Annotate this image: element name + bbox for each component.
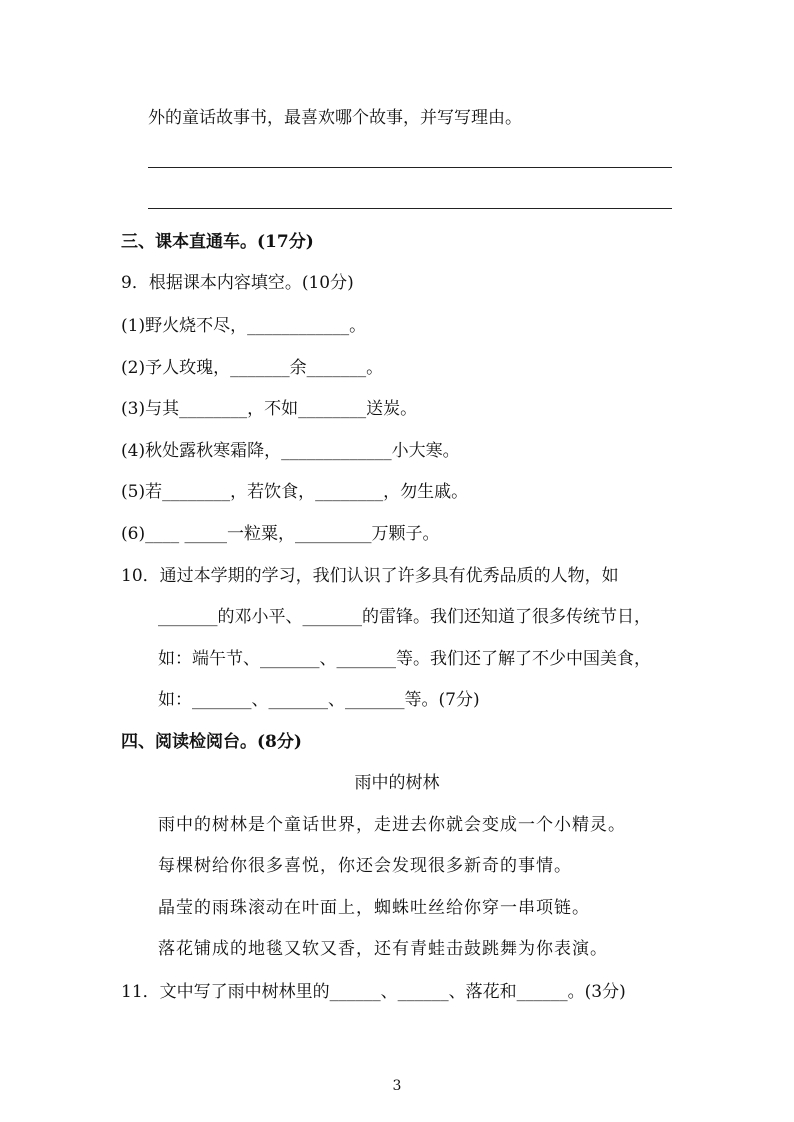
answer-line-2[interactable] — [148, 208, 672, 209]
q9-item-1: (1)野火烧不尽，____________。 — [121, 316, 367, 336]
q11-line: 11．文中写了雨中树林里的______、______、落花和______。(3分) — [121, 982, 626, 1002]
section4-heading: 四、阅读检阅台。(8分) — [121, 732, 302, 752]
page-number: 3 — [392, 1078, 402, 1094]
section3-heading: 三、课本直通车。(17分) — [121, 232, 314, 252]
passage-title: 雨中的树林 — [354, 773, 440, 793]
passage-line-4: 落花铺成的地毯又软又香，还有青蛙击鼓跳舞为你表演。 — [158, 939, 608, 959]
continued-question-line: 外的童话故事书，最喜欢哪个故事，并写写理由。 — [148, 108, 522, 128]
answer-line-1[interactable] — [148, 167, 672, 168]
passage-line-1: 雨中的树林是个童话世界，走进去你就会变成一个小精灵。 — [158, 815, 626, 835]
passage-line-3: 晶莹的雨珠滚动在叶面上，蜘蛛吐丝给你穿一串项链。 — [158, 898, 590, 918]
q10-line-3: 如：端午节、_______、_______等。我们还了解了不少中国美食， — [158, 649, 651, 669]
q10-line-2: _______的邓小平、_______的雷锋。我们还知道了很多传统节日， — [158, 607, 651, 627]
q10-line-4: 如：_______、_______、_______等。(7分) — [158, 690, 480, 710]
q10-line-1: 10．通过本学期的学习，我们认识了许多具有优秀品质的人物，如 — [121, 566, 619, 586]
passage-line-2: 每棵树给你很多喜悦，你还会发现很多新奇的事情。 — [158, 856, 572, 876]
q9-stem: 9．根据课本内容填空。(10分) — [121, 273, 354, 293]
q9-item-5: (5)若________，若饮食，________，勿生戚。 — [121, 482, 469, 502]
q9-item-3: (3)与其________，不如________送炭。 — [121, 399, 418, 419]
q9-item-4: (4)秋处露秋寒霜降，_____________小大寒。 — [121, 441, 460, 461]
q9-item-6: (6)____ _____一粒粟，_________万颗子。 — [121, 524, 440, 544]
q9-item-2: (2)予人玫瑰，_______余_______。 — [121, 358, 384, 378]
